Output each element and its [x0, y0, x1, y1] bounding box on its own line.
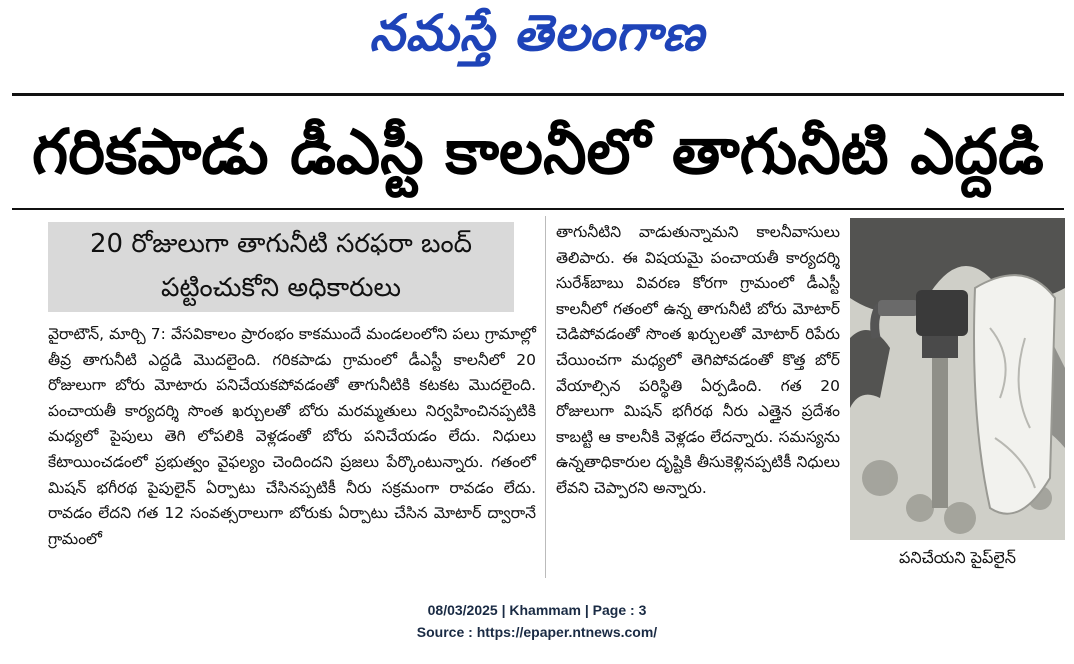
masthead	[0, 4, 1074, 75]
article-text-2: తాగునీటిని వాడుతున్నామని కాలనీవాసులు తెలిపారు. ఈ విషయమై పంచాయతీ కార్యదర్శి సురేశ్‌బాబు వివరణ కోరగా గ్రామంలో డీఎస్టీ కాలనీలో గతంలో ఉన్న తాగునీటి బోరు మోటార్ చెడిపోవడంతో సొంత ఖర్చులతో మోటార్ రిపేరు చేయించగా మధ్యలో తెగిపోవడంతో కొత్త బోర్ వేయాల్సిన పరిస్థితి ఏర్పడింది. గత 20 రోజులుగా మిషన్ భగీరథ నీరు ఎత్తైన ప్రదేశం కాబట్టి ఆ కాలనీకి వెళ్లడం లేదన్నారు. సమస్యను ఉన్నతాధికారుల దృష్టికి తీసుకెళ్లినప్పటికీ నిధులు లేవని చెప్పారని అన్నారు.	[556, 223, 840, 497]
pipeline-photo-image	[850, 218, 1065, 540]
article-text-1: వైరాటౌన్, మార్చి 7: వేసవికాలం ప్రారంభం కాకముందే మండలంలోని పలు గ్రామాల్లో తీవ్ర తాగునీటి ఎద్దడి మొదలైంది. గరికపాడు గ్రామంలో డీఎస్టీ కాలనీలో 20 రోజులుగా బోరు మోటారు పనిచేయకపోవడంతో తాగునీటికి కటకట మొదలైంది. పంచాయతీ కార్యదర్శి సొంత ఖర్చులతో బోరు మరమ్మతులు నిర్వహించినప్పటికి మధ్యలో పైపులు తెగి లోపలికి వెళ్లడంతో బోరు పనిచేయడం లేదు. నిధులు కేటాయించడంలో ప్రభుత్వం వైఫల్యం చెందిందని ప్రజలు పేర్కొంటున్నారు. గతంలో మిషన్ భగీరథ పైపులైన్ ఏర్పాటు చేసినప్పటికీ నీరు సక్రమంగా రావడం లేదు. రావడం లేదని గత 12 సంవత్సరాలుగా బోరుకు ఏర్పాటు చేసిన మోటార్ ద్వారానే గ్రామంలో	[48, 325, 536, 548]
headline: గరికపాడు డీఎస్టీ కాలనీలో తాగునీటి ఎద్దడి	[32, 115, 1044, 188]
subhead-1: 20 రోజులుగా తాగునీటి సరఫరా బంద్	[89, 229, 473, 259]
headline-rule	[12, 208, 1064, 210]
article-column-1	[48, 322, 536, 552]
photo-caption: పనిచేయని పైప్‌లైన్	[899, 548, 1016, 567]
subhead-2: పట్టించుకోని అధికారులు	[161, 273, 401, 303]
top-rule	[12, 93, 1064, 96]
pipeline-photo	[850, 218, 1065, 540]
edition-info: 08/03/2025 | Khammam | Page : 3	[427, 602, 647, 618]
source-link[interactable]: Source : https://epaper.ntnews.com/	[416, 624, 658, 640]
column-divider	[545, 216, 546, 578]
article-column-2	[556, 220, 840, 502]
newspaper-title: నమస్తే తెలంగాణ	[369, 4, 705, 62]
